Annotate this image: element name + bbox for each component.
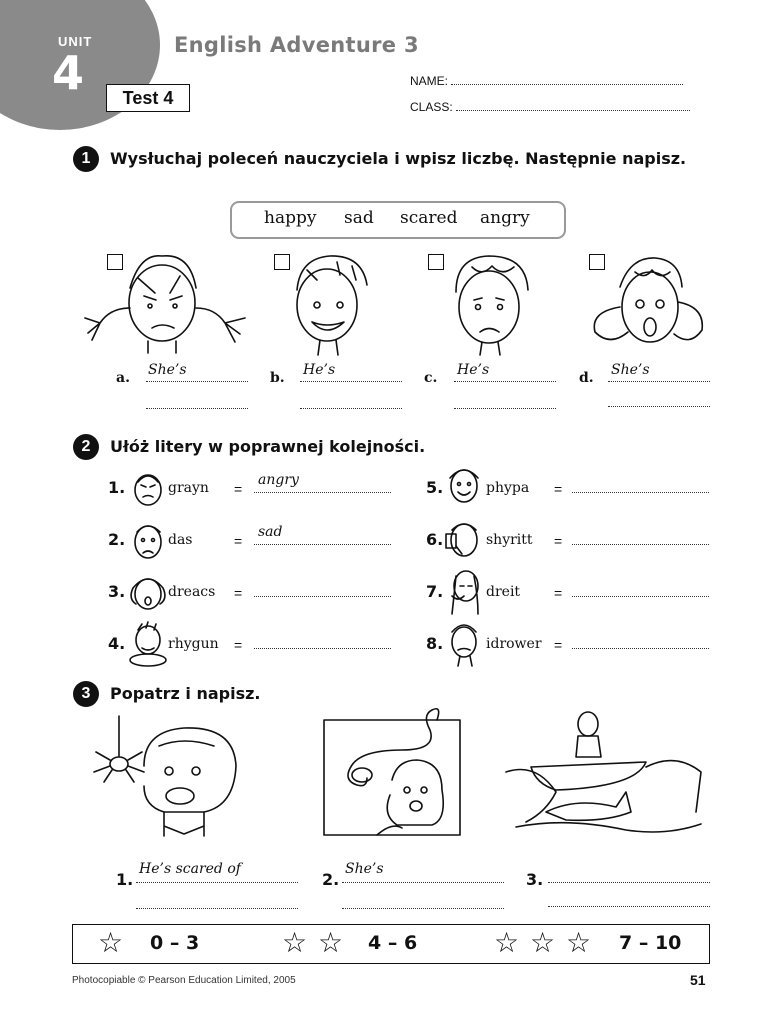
girl-snake-illustration (322, 710, 468, 840)
sentence-number: 3. (526, 870, 544, 889)
class-label: CLASS: (410, 100, 453, 114)
copyright: Photocopiable © Pearson Education Limited, 2005 (72, 975, 296, 986)
worried-face-icon (444, 620, 484, 668)
thirsty-face-icon (442, 516, 486, 562)
name-blank[interactable] (451, 84, 683, 85)
scrambled-word: dreit (486, 584, 521, 600)
scrambled-word: shyritt (486, 532, 533, 548)
item-letter-a: a. (116, 370, 130, 386)
unscramble-line[interactable] (254, 492, 391, 493)
item-letter-d: d. (579, 370, 594, 386)
equals-sign: = (554, 481, 563, 497)
unscramble-number: 8. (426, 634, 444, 653)
scrambled-word: grayn (168, 480, 209, 496)
scrambled-word: rhygun (168, 636, 219, 652)
answer-d: She’s (611, 362, 650, 378)
sad-boy-illustration (444, 252, 554, 357)
score-range: 7 – 10 (619, 932, 682, 954)
sentence-answer: She’s (345, 861, 384, 877)
scrambled-word: dreacs (168, 584, 216, 600)
sentence-line[interactable] (136, 882, 298, 883)
unscramble-number: 4. (108, 634, 126, 653)
happy-face-icon (444, 464, 484, 508)
unscramble-line[interactable] (572, 596, 709, 597)
exercise-2-number: 2 (73, 434, 99, 460)
scrambled-word: idrower (486, 636, 542, 652)
unscramble-answer: angry (258, 472, 299, 488)
equals-sign: = (234, 533, 243, 549)
exercise-3-number: 3 (73, 681, 99, 707)
page-number: 51 (690, 972, 706, 988)
answer-line-c2[interactable] (454, 408, 556, 409)
class-blank[interactable] (456, 110, 690, 111)
star-icon: ☆ (530, 927, 556, 958)
word-bank-item: sad (344, 208, 374, 228)
equals-sign: = (554, 533, 563, 549)
number-box-c[interactable] (428, 254, 444, 270)
item-letter-b: b. (270, 370, 285, 386)
sentence-number: 2. (322, 870, 340, 889)
sad-face-icon (128, 520, 168, 562)
sentence-line[interactable] (342, 908, 504, 909)
answer-line-d1[interactable] (608, 381, 710, 382)
class-field[interactable] (410, 100, 690, 114)
exercise-2-instruction: Ułóż litery w poprawnej kolejności. (110, 437, 426, 456)
unscramble-line[interactable] (254, 544, 391, 545)
sentence-number: 1. (116, 870, 134, 889)
star-icon: ☆ (282, 927, 308, 958)
unscramble-number: 7. (426, 582, 444, 601)
scared-girl-illustration (590, 252, 710, 362)
equals-sign: = (234, 585, 243, 601)
word-bank-item: angry (480, 208, 530, 228)
equals-sign: = (554, 637, 563, 653)
answer-line-c1[interactable] (454, 381, 556, 382)
equals-sign: = (234, 637, 243, 653)
answer-c: He’s (457, 362, 490, 378)
boy-boat-shark-illustration (506, 712, 706, 838)
unscramble-number: 1. (108, 478, 126, 497)
exercise-3-instruction: Popatrz i napisz. (110, 684, 261, 703)
item-letter-c: c. (424, 370, 438, 386)
hungry-face-icon (126, 622, 170, 668)
score-range: 0 – 3 (150, 932, 200, 954)
scared-face-icon (128, 574, 168, 614)
answer-a: She’s (148, 362, 187, 378)
unscramble-line[interactable] (254, 648, 391, 649)
word-bank-item: scared (400, 208, 458, 228)
answer-line-b1[interactable] (300, 381, 402, 382)
answer-line-d2[interactable] (608, 406, 710, 407)
unscramble-number: 6. (426, 530, 444, 549)
answer-line-b2[interactable] (300, 408, 402, 409)
answer-line-a2[interactable] (146, 408, 248, 409)
star-icon: ☆ (566, 927, 592, 958)
unscramble-line[interactable] (254, 596, 391, 597)
sentence-line[interactable] (548, 882, 710, 883)
course-title: English Adventure 3 (174, 33, 419, 57)
word-bank-item: happy (264, 208, 317, 228)
boy-spider-illustration (84, 716, 244, 846)
name-label: NAME: (410, 74, 449, 88)
angry-girl-illustration (80, 248, 250, 358)
exercise-1-instruction: Wysłuchaj poleceń nauczyciela i wpisz liczbę. Następnie napisz. (110, 149, 687, 168)
scrambled-word: phypa (486, 480, 530, 496)
star-icon: ☆ (98, 927, 124, 958)
unscramble-number: 3. (108, 582, 126, 601)
answer-b: He’s (303, 362, 336, 378)
unit-number: 4 (52, 46, 85, 100)
tired-face-icon (444, 566, 484, 618)
unit-label: UNIT (58, 34, 93, 49)
scrambled-word: das (168, 532, 193, 548)
equals-sign: = (234, 481, 243, 497)
star-icon: ☆ (318, 927, 344, 958)
unscramble-answer: sad (258, 524, 283, 540)
unscramble-line[interactable] (572, 648, 709, 649)
unscramble-number: 5. (426, 478, 444, 497)
name-field[interactable] (410, 74, 683, 88)
equals-sign: = (554, 585, 563, 601)
sentence-line[interactable] (342, 882, 504, 883)
test-label: Test 4 (106, 84, 190, 112)
unscramble-line[interactable] (572, 492, 709, 493)
happy-boy-illustration (282, 250, 392, 360)
sentence-line[interactable] (136, 908, 298, 909)
unscramble-number: 2. (108, 530, 126, 549)
star-icon: ☆ (494, 927, 520, 958)
sentence-answer: He’s scared of (139, 861, 241, 877)
answer-line-a1[interactable] (146, 381, 248, 382)
angry-face-icon (128, 470, 168, 508)
unscramble-line[interactable] (572, 544, 709, 545)
sentence-line[interactable] (548, 906, 710, 907)
exercise-1-number: 1 (73, 146, 99, 172)
score-range: 4 – 6 (368, 932, 418, 954)
